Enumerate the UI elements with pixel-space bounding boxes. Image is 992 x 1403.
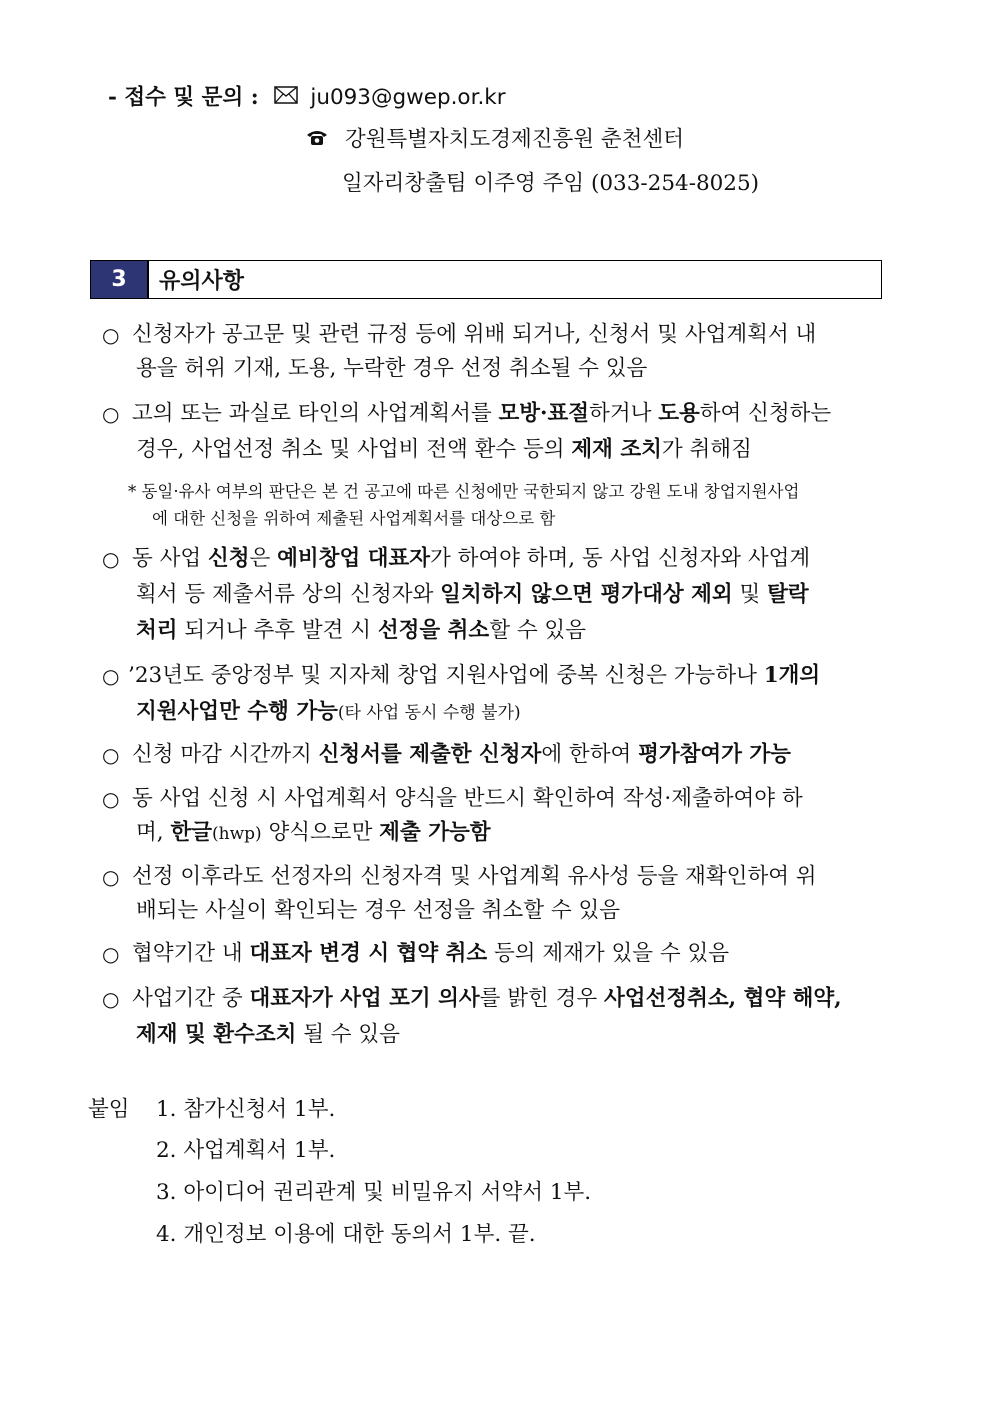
text: 가 하여야 하며, 동 사업 신청자와 사업계: [430, 546, 811, 571]
text: 협약기간 내: [132, 941, 250, 966]
phone-icon: [306, 126, 328, 154]
text: 에 한하여: [541, 742, 639, 767]
bullet-icon: ○: [102, 865, 120, 889]
emphasis: 처리: [136, 618, 178, 643]
section-title: 유의사항: [147, 261, 881, 298]
bullet-icon: ○: [102, 402, 120, 426]
contact-person: 일자리창출팀 이주영 주임 (033-254-8025): [342, 171, 760, 196]
emphasis: 한글: [170, 820, 212, 845]
text: ’23년도 중앙정부 및 지자체 창업 지원사업에 중복 신청은 가능하나: [128, 663, 764, 688]
bullet-icon: ○: [102, 743, 120, 767]
emphasis: 사업선정취소, 협약 해약,: [604, 986, 842, 1011]
bullet-icon: ○: [102, 787, 120, 811]
text: (타 사업 동시 수행 불가): [337, 703, 521, 723]
text: 하여 신청하는: [699, 401, 832, 426]
notice-7-line-2: 배되는 사실이 확인되는 경우 선정을 취소할 수 있음: [136, 898, 620, 923]
contact-org: 강원특별자치도경제진흥원 춘천센터: [344, 127, 684, 152]
notice-3-line-3: [136, 617, 586, 645]
notice-6-line-2: [136, 819, 491, 848]
emphasis: 신청서를 제출한 신청자: [318, 742, 542, 767]
attachments-label: 붙임: [88, 1097, 130, 1122]
attachment-item: 2. 사업계획서 1부.: [156, 1138, 336, 1163]
emphasis: 1개의: [763, 663, 821, 688]
attachment-item: 3. 아이디어 권리관계 및 비밀유지 서약서 1부.: [156, 1180, 592, 1205]
notice-9-line-2: [136, 1021, 400, 1049]
text: 등의 제재가 있을 수 있음: [487, 941, 730, 966]
emphasis: 제출 가능함: [379, 820, 491, 845]
notice-1-line-1: 신청자가 공고문 및 관련 규정 등에 위배 되거나, 신청서 및 사업계획서 내: [132, 322, 817, 347]
text: 및: [732, 582, 768, 607]
bullet-icon: ○: [102, 987, 120, 1011]
text: 가 취해짐: [661, 437, 752, 462]
notice-6-line-1: 동 사업 신청 시 사업계획서 양식을 반드시 확인하여 작성·제출하여야 하: [132, 786, 803, 811]
notice-2-line-1: [132, 400, 831, 428]
text: 경우, 사업선정 취소 및 사업비 전액 환수 등의: [136, 437, 572, 462]
notice-2-line-2: [136, 436, 752, 464]
emphasis: 일치하지 않으면 평가대상 제외: [440, 582, 733, 607]
text: 고의 또는 과실로 타인의 사업계획서를: [132, 401, 499, 426]
bullet-icon: ○: [102, 664, 120, 688]
notice-5-line-1: [132, 741, 791, 769]
emphasis: 탈락: [767, 582, 809, 607]
notice-3-line-1: [132, 545, 810, 573]
emphasis: 모방·표절: [498, 401, 590, 426]
text: 사업기간 중: [132, 986, 250, 1011]
emphasis: 지원사업만 수행 가능: [136, 699, 338, 724]
text: 할 수 있음: [489, 618, 586, 643]
text: 될 수 있음: [296, 1022, 400, 1047]
notice-3-line-2: [136, 581, 809, 609]
notice-8-line-1: [132, 940, 729, 968]
text: 되거나 추후 발견 시: [177, 618, 378, 643]
emphasis: 신청: [207, 546, 250, 571]
notice-9-line-1: [132, 985, 842, 1013]
notice-4-line-1: [128, 662, 820, 690]
emphasis: 도용: [658, 401, 700, 426]
contact-line: [108, 84, 506, 112]
notice-7-line-1: 선정 이후라도 선정자의 신청자격 및 사업계획 유사성 등을 재확인하여 위: [132, 864, 817, 889]
text: 를 밝힌 경우: [479, 986, 605, 1011]
bullet-icon: ○: [102, 942, 120, 966]
emphasis: 예비창업 대표자: [277, 546, 431, 571]
emphasis: 대표자가 사업 포기 의사: [249, 986, 480, 1011]
text: 하거나: [589, 401, 659, 426]
attachment-item: 4. 개인정보 이용에 대한 동의서 1부. 끝.: [156, 1222, 536, 1247]
text: 양식으로만: [261, 820, 380, 845]
text: 은: [249, 546, 278, 571]
section-header: [90, 260, 882, 299]
contact-label: - 접수 및 문의 :: [108, 85, 259, 110]
bullet-icon: ○: [102, 323, 120, 347]
text: 획서 등 제출서류 상의 신청자와: [136, 582, 441, 607]
text: (hwp): [212, 824, 262, 844]
notice-1-line-2: 용을 허위 기재, 도용, 누락한 경우 선정 취소될 수 있음: [136, 356, 648, 381]
notice-4-line-2: [136, 698, 521, 727]
emphasis: 제재 조치: [571, 437, 662, 462]
contact-org-line: [306, 126, 684, 154]
emphasis: 평가참여가 가능: [638, 742, 791, 767]
text: 며,: [136, 820, 171, 845]
emphasis: 선정을 취소: [377, 618, 490, 643]
footnote-line-2: 에 대한 신청을 위하여 제출된 사업계획서를 대상으로 함: [152, 509, 556, 528]
contact-email[interactable]: ju093@gwep.or.kr: [310, 85, 506, 110]
emphasis: 대표자 변경 시 협약 취소: [249, 941, 488, 966]
text: 동 사업: [132, 546, 208, 571]
bullet-icon: ○: [102, 547, 120, 571]
envelope-icon: [274, 84, 298, 112]
attachment-item: 1. 참가신청서 1부.: [156, 1097, 336, 1122]
footnote-line-1: * 동일·유사 여부의 판단은 본 건 공고에 따른 신청에만 국한되지 않고 강원 도내 창업지원사업: [128, 482, 800, 501]
section-number: 3: [91, 261, 147, 298]
text: 신청 마감 시간까지: [132, 742, 319, 767]
emphasis: 제재 및 환수조치: [136, 1022, 297, 1047]
